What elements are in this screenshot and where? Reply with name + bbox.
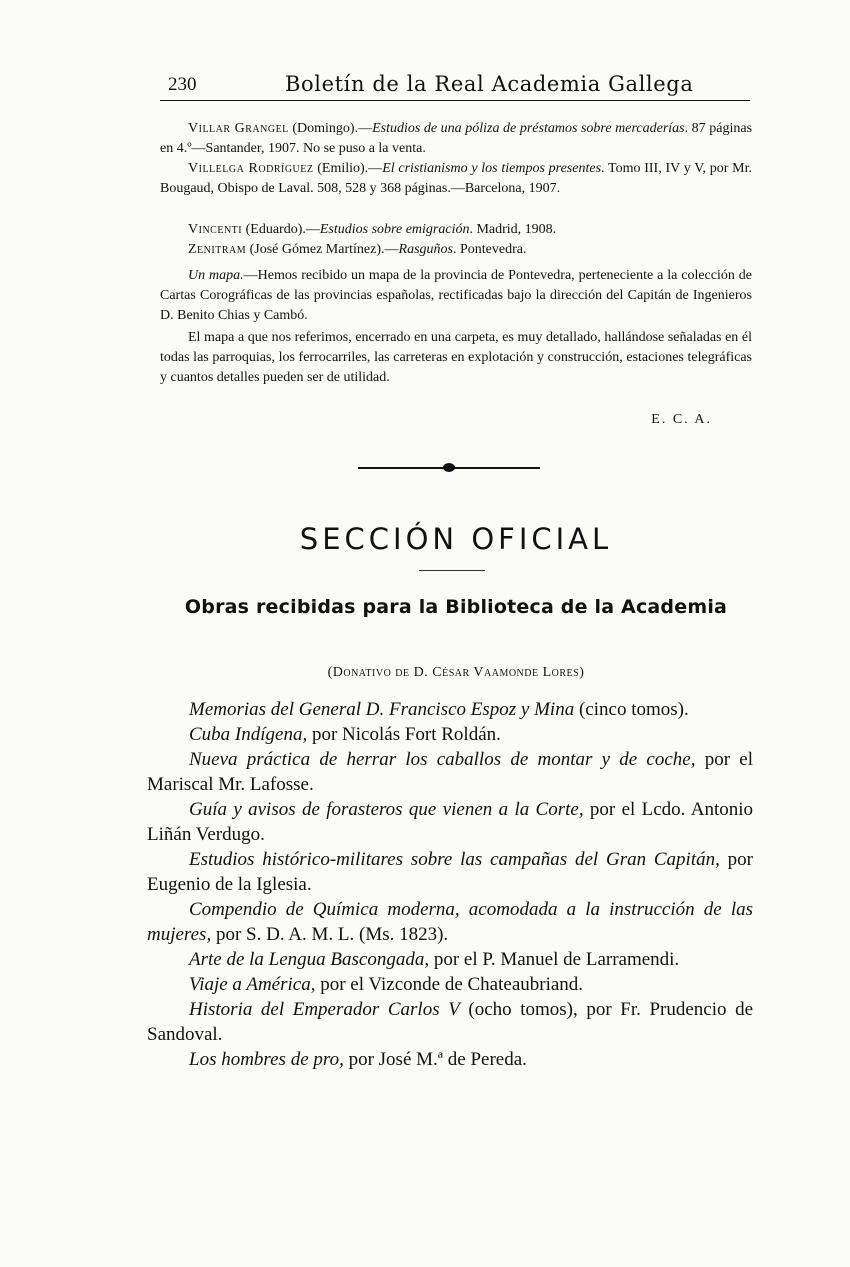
section-title: SECCIÓN OFICIAL (299, 522, 613, 556)
bibliography-entry-vincenti (160, 220, 752, 240)
page-number: 230 (168, 74, 197, 95)
book-details: por el Vizconde de Chateaubriand. (315, 974, 584, 995)
book-details: (ocho tomos), por Fr. Prudencio de Sandoval. (147, 999, 753, 1045)
book-title: Nueva práctica de herrar los caballos de montar y de coche, (189, 749, 696, 770)
entry-author-detail: (Emilio).— (313, 161, 383, 176)
book-details: por José M.ª de Pereda. (343, 1049, 527, 1070)
entry-title: Estudios sobre emigración (319, 222, 470, 237)
entry-author-detail: (José Gómez Martínez).— (246, 242, 399, 257)
map-note (160, 266, 752, 326)
map-note-lead: Un mapa. (188, 268, 244, 283)
entry-details: . Pontevedra. (452, 242, 527, 257)
book-title: Los hombres de pro, (189, 1049, 344, 1070)
book-details: (cinco tomos). (574, 699, 689, 720)
entry-author: Villelga Rodríguez (188, 161, 314, 176)
subsection-title: Obras recibidas para la Biblioteca de la Academia (184, 596, 728, 618)
donor-line: (Donativo de D. César Vaamonde Lores) (327, 665, 585, 680)
book-list (147, 697, 753, 1072)
entry-details: . Madrid, 1908. (469, 222, 557, 237)
entry-author: Vincenti (188, 222, 243, 237)
book-item (147, 747, 753, 797)
book-title: Arte de la Lengua Bascongada, (189, 949, 430, 970)
book-title: Viaje a América, (189, 974, 316, 995)
book-item (147, 1047, 753, 1072)
book-title: Compendio de Química moderna, acomodada a la instrucción de las mujeres, (147, 899, 753, 945)
book-details: por el Mariscal Mr. Lafosse. (147, 749, 753, 795)
bibliography-entry-villar (160, 119, 752, 159)
book-item (147, 847, 753, 897)
book-details: por S. D. A. M. L. (Ms. 1823). (211, 924, 449, 945)
bibliography-entry-villelga (160, 159, 752, 199)
book-item (147, 797, 753, 847)
divider-ornament-icon (443, 463, 455, 472)
entry-title: Rasguños (398, 242, 453, 257)
book-title: Cuba Indígena, (189, 724, 308, 745)
book-item (147, 722, 753, 747)
bibliography-entry-zenitram (160, 240, 752, 260)
entry-author-detail: (Domingo).— (288, 121, 373, 136)
book-title: Estudios histórico-militares sobre las campañas del Gran Capitán, (189, 849, 720, 870)
book-title: Memorias del General D. Francisco Espoz y Mina (189, 699, 575, 720)
map-note-text: —Hemos recibido un mapa de la provincia de Pontevedra, perteneciente a la colección de Cartas Corográficas de las provincias españolas, rectificadas bajo la dirección del Capitán de Ingenieros D. Benito Chias y Cambó. (160, 268, 752, 323)
book-title: Guía y avisos de forasteros que vienen a la Corte, (189, 799, 584, 820)
book-item (147, 897, 753, 947)
section-rule (419, 570, 485, 571)
book-details: por el Lcdo. Antonio Liñán Verdugo. (147, 799, 754, 845)
signature-initials: E. C. A. (651, 412, 712, 427)
entry-author-detail: (Eduardo).— (242, 222, 320, 237)
book-details: por Eugenio de la Iglesia. (147, 849, 754, 895)
book-item (147, 997, 753, 1047)
entry-author: Zenitram (188, 242, 247, 257)
book-details: por Nicolás Fort Roldán. (307, 724, 501, 745)
entry-title: El cristianismo y los tiempos presentes (382, 161, 602, 176)
map-paragraph: El mapa a que nos referimos, encerrado en una carpeta, es muy detallado, hallándose señaladas en él todas las parroquias, los ferrocarriles, las carreteras en explotación y construcción, estaciones telegráficas y cuantos detalles pueden ser de utilidad. (160, 330, 752, 385)
book-details: por el P. Manuel de Larramendi. (429, 949, 680, 970)
journal-title: Boletín de la Real Academia Gallega (285, 72, 694, 96)
book-item (147, 972, 753, 997)
entry-title: Estudios de una póliza de préstamos sobre mercaderías (372, 121, 685, 136)
entry-details: . 87 páginas en 4.º—Santander, 1907. No se puso a la venta. (160, 121, 753, 156)
entry-author: Villar Grangel (188, 121, 289, 136)
book-title: Historia del Emperador Carlos V (189, 999, 460, 1020)
entry-details: . Tomo III, IV y V, por Mr. Bougaud, Obispo de Laval. 508, 528 y 368 páginas.—Barcelona, 1907. (160, 161, 752, 196)
book-item (147, 947, 753, 972)
book-item (147, 697, 753, 722)
page-header (160, 70, 750, 101)
